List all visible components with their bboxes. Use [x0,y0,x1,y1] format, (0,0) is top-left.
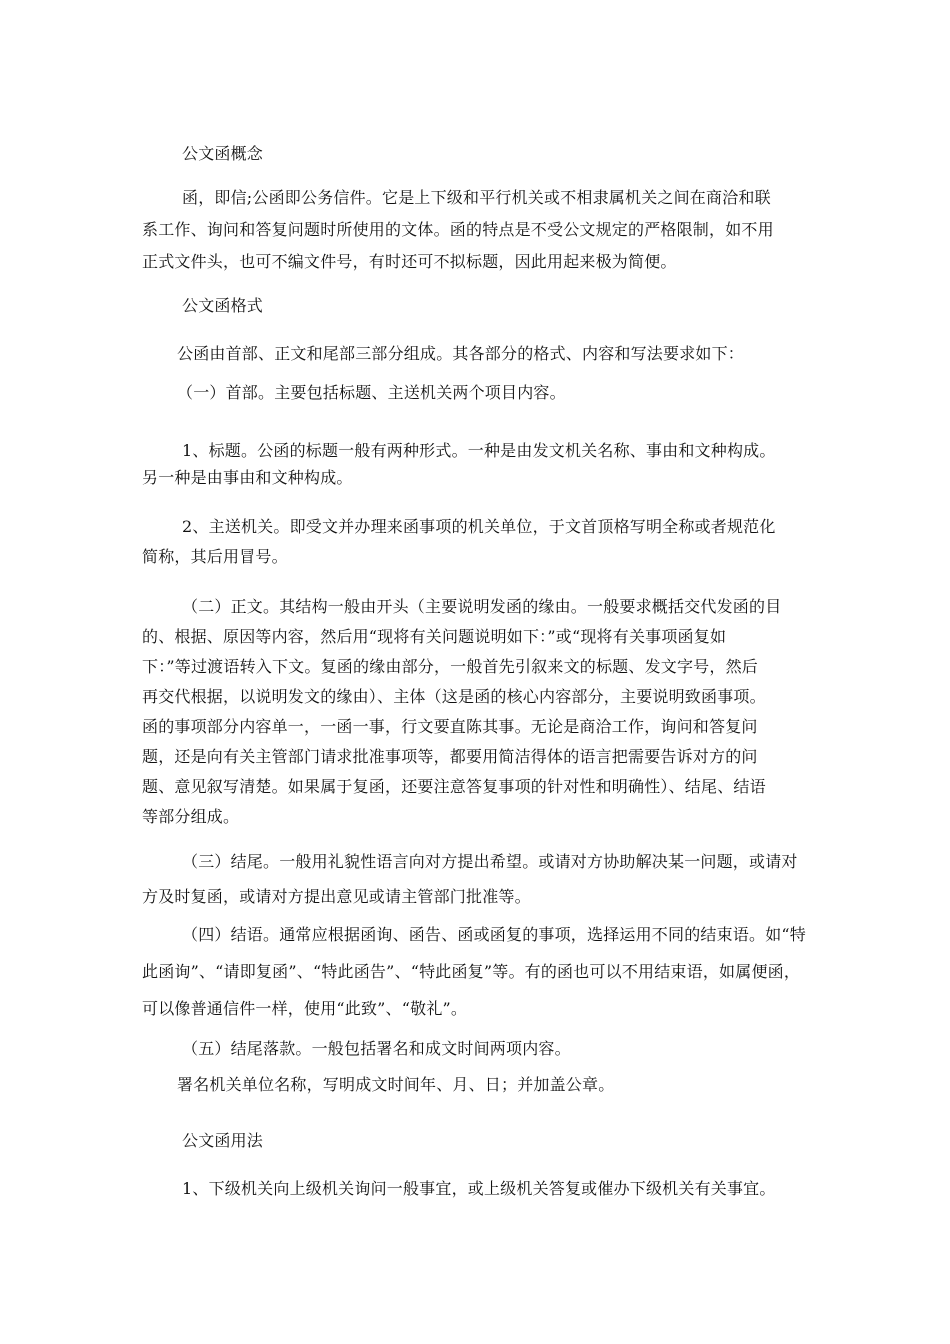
paragraph-line: 署名机关单位名称，写明成文时间年、月、日；并加盖公章。 [177,1075,615,1094]
paragraph-line: 题、意见叙写清楚。如果属于复函，还要注意答复事项的针对性和明确性）、结尾、结语 [142,777,766,796]
paragraph-line: 可以像普通信件一样，使用“此致”、“敬礼”。 [142,999,468,1018]
paragraph-line: 1、下级机关向上级机关询问一般事宜，或上级机关答复或催办下级机关有关事宜。 [182,1179,776,1198]
paragraph-line: 系工作、询问和答复问题时所使用的文体。函的特点是不受公文规定的严格限制，如不用 [142,220,774,239]
paragraph-line: 方及时复函，或请对方提出意见或请主管部门批准等。 [142,887,531,906]
paragraph-line: 公函由首部、正文和尾部三部分组成。其各部分的格式、内容和写法要求如下： [177,344,745,363]
paragraph-line: （三）结尾。一般用礼貌性语言向对方提出希望。或请对方协助解决某一问题，或请对 [182,852,798,871]
paragraph-line: 题，还是向有关主管部门请求批准事项等，都要用简洁得体的语言把需要告诉对方的问 [142,747,758,766]
paragraph-line: 下：”等过渡语转入下文。复函的缘由部分，一般首先引叙来文的标题、发文字号，然后 [142,657,758,676]
paragraph-line: 等部分组成。 [142,807,240,826]
paragraph-line: 函的事项部分内容单一，一函一事，行文要直陈其事。无论是商洽工作，询问和答复问 [142,717,758,736]
paragraph-line: 再交代根据，以说明发文的缘由）、主体（这是函的核心内容部分，主要说明致函事项。 [142,687,766,706]
paragraph-line: 2、主送机关。即受文并办理来函事项的机关单位，于文首顶格写明全称或者规范化 [182,517,776,536]
paragraph-line: （五）结尾落款。一般包括署名和成文时间两项内容。 [182,1039,571,1058]
section-heading: 公文函概念 [182,144,264,163]
paragraph-line: 另一种是由事由和文种构成。 [142,468,353,487]
section-heading: 公文函用法 [182,1131,264,1150]
section-heading: 公文函格式 [182,296,264,315]
paragraph-line: 正式文件头，也可不编文件号，有时还可不拟标题，因此用起来极为简便。 [142,252,677,271]
paragraph-line: 简称，其后用冒号。 [142,547,288,566]
paragraph-line: 1、标题。公函的标题一般有两种形式。一种是由发文机关名称、事由和文种构成。 [182,441,776,460]
paragraph-line: （二）正文。其结构一般由开头（主要说明发函的缘由。一般要求概括交代发函的目 [182,597,782,616]
paragraph-line: 函，即信;公函即公务信件。它是上下级和平行机关或不相隶属机关之间在商洽和联 [182,188,771,207]
paragraph-line: （一）首部。主要包括标题、主送机关两个项目内容。 [177,383,566,402]
paragraph-line: 此函询”、“请即复函”、“特此函告”、“特此函复”等。有的函也可以不用结束语，如属便函， [142,962,801,981]
paragraph-line: 的、根据、原因等内容，然后用“现将有关问题说明如下：”或“现将有关事项函复如 [142,627,727,646]
paragraph-line: （四）结语。通常应根据函询、函告、函或函复的事项，选择运用不同的结束语。如“特 [182,925,806,944]
